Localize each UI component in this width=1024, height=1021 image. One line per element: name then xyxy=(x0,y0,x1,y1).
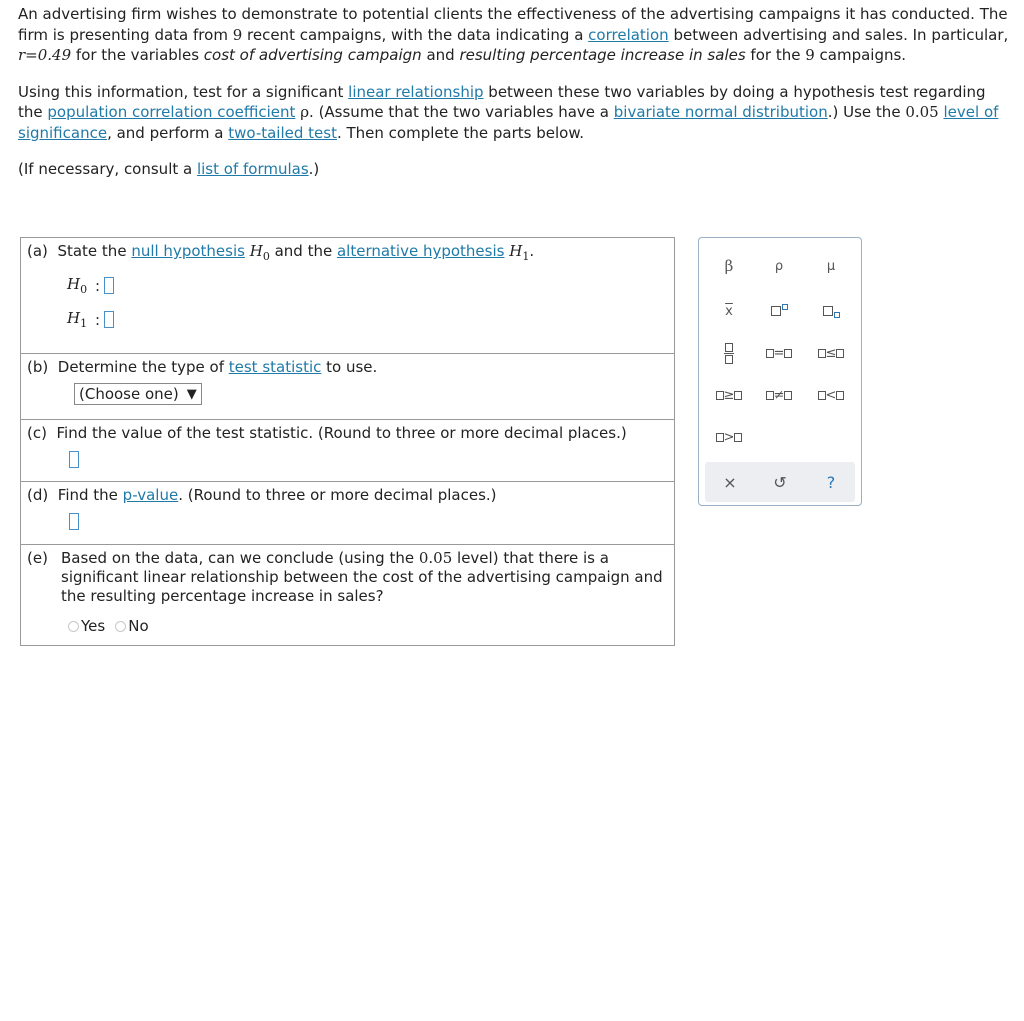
h1-label xyxy=(67,309,95,330)
intro-text: . Then complete the parts below. xyxy=(336,123,584,142)
greater-than-button[interactable] xyxy=(707,424,751,450)
part-c-prompt xyxy=(27,424,668,442)
greater-equal-button[interactable] xyxy=(707,382,751,408)
le-symbol: ≤ xyxy=(825,345,837,361)
link-list-of-formulas[interactable]: list of formulas xyxy=(196,160,309,178)
box-icon xyxy=(784,391,792,400)
intro-text: between advertising and sales. In particular, xyxy=(668,25,1009,44)
math-palette xyxy=(698,237,862,506)
select-value: (Choose one) xyxy=(79,385,179,403)
yes-no-radio-group xyxy=(68,617,668,635)
colon: : xyxy=(95,276,101,295)
intro-text: campaigns. xyxy=(814,46,907,64)
intro-text: and xyxy=(421,46,460,64)
sub-one: 1 xyxy=(522,250,530,263)
subscript-button[interactable] xyxy=(809,298,853,324)
prompt-text: State the xyxy=(57,242,132,260)
part-e xyxy=(21,545,674,645)
question-table xyxy=(20,237,675,646)
fraction-bar-icon xyxy=(724,353,734,354)
box-icon xyxy=(716,391,724,400)
h1-answer-input[interactable] xyxy=(104,311,114,328)
part-d-prompt xyxy=(27,486,668,504)
xbar-button[interactable] xyxy=(707,298,751,324)
less-equal-button[interactable] xyxy=(809,340,853,366)
prompt-text: Based on the data, can we conclude (using the xyxy=(61,549,419,567)
test-statistic-answer-row xyxy=(69,450,668,468)
prompt-text: level) that there is a significant linear relationship between the cost of the advertising campaign and the resulting percentage increase in sales? xyxy=(61,549,663,605)
equals-button[interactable] xyxy=(757,340,801,366)
sub-zero: 0 xyxy=(262,250,270,263)
box-icon xyxy=(734,391,742,400)
part-label: (d) xyxy=(27,486,49,504)
link-bivariate-normal[interactable]: bivariate normal distribution xyxy=(613,103,828,121)
period: . xyxy=(529,242,535,260)
link-alternative-hypothesis[interactable]: alternative hypothesis xyxy=(336,242,505,260)
palette-action-bar xyxy=(705,462,855,502)
intro-text: An advertising firm wishes to demonstrate to potential clients the effectiveness of the advertising campaigns it has conducted. The firm is presenting data from xyxy=(18,5,1008,44)
problem-intro xyxy=(18,4,1013,180)
radio-no-circle[interactable] xyxy=(115,621,126,632)
sub-zero: 0 xyxy=(80,283,88,296)
h0-row xyxy=(67,275,668,296)
ne-symbol: ≠ xyxy=(773,387,785,403)
prompt-text: Determine the type of xyxy=(57,358,229,376)
part-d xyxy=(21,482,674,545)
link-population-correlation-coefficient[interactable]: population correlation coefficient xyxy=(47,103,296,121)
box-icon xyxy=(784,349,792,358)
part-b xyxy=(21,354,674,420)
part-e-prompt xyxy=(27,549,668,606)
part-label: (a) xyxy=(27,242,48,260)
p-value-input[interactable] xyxy=(69,513,79,530)
denominator-box-icon xyxy=(725,355,733,364)
alpha-value: 0.05 xyxy=(905,103,939,121)
radio-no-label: No xyxy=(128,617,149,635)
variable-2: resulting percentage increase in sales xyxy=(459,46,746,64)
p-value-answer-row xyxy=(69,512,668,530)
intro-text: for the xyxy=(745,46,806,64)
intro-paragraph-1 xyxy=(18,4,1013,66)
gt-symbol: > xyxy=(723,429,735,445)
part-label: (e) xyxy=(27,549,48,567)
radio-yes-circle[interactable] xyxy=(68,621,79,632)
box-icon xyxy=(818,349,826,358)
subscript-box-icon xyxy=(834,312,840,318)
beta-button[interactable]: β xyxy=(724,257,734,275)
intro-text: , and perform a xyxy=(107,123,229,142)
prompt-text: Find the xyxy=(57,486,123,504)
sub-one: 1 xyxy=(80,317,88,330)
ge-symbol: ≥ xyxy=(723,387,735,403)
box-icon xyxy=(836,349,844,358)
rho-button[interactable]: ρ xyxy=(774,258,784,274)
link-correlation[interactable]: correlation xyxy=(588,25,669,44)
intro-text: .) xyxy=(308,160,320,178)
colon: : xyxy=(95,310,101,329)
equals-symbol: = xyxy=(773,345,785,361)
fraction-button[interactable] xyxy=(707,340,751,366)
intro-text: .) Use the xyxy=(827,103,906,121)
not-equal-button[interactable] xyxy=(757,382,801,408)
intro-text: for the variables xyxy=(71,46,204,64)
clear-icon[interactable]: × xyxy=(723,472,737,492)
intro-text: between these two variables by doing a hypothesis test regarding the xyxy=(18,82,986,121)
link-two-tailed-test[interactable]: two-tailed test xyxy=(228,123,337,142)
link-level-of-significance[interactable]: level of significance xyxy=(18,103,999,142)
box-icon xyxy=(766,349,774,358)
less-than-button[interactable] xyxy=(809,382,853,408)
link-null-hypothesis[interactable]: null hypothesis xyxy=(131,242,245,260)
base-box-icon xyxy=(823,306,833,316)
part-b-prompt xyxy=(27,358,668,376)
help-icon[interactable]: ? xyxy=(826,472,836,492)
h-letter: H xyxy=(509,242,523,260)
superscript-box-icon xyxy=(782,304,788,310)
superscript-button[interactable] xyxy=(757,298,801,324)
h0-label xyxy=(67,275,95,296)
xbar-symbol: $\overline{x}$ xyxy=(725,303,733,319)
dropdown-arrow-icon: ▼ xyxy=(186,386,197,402)
h1-symbol xyxy=(509,242,530,263)
rho-symbol: ρ xyxy=(300,103,310,121)
intro-text: . (Assume that the two variables have a xyxy=(309,103,614,121)
h-letter: H xyxy=(67,275,81,293)
mu-button[interactable]: μ xyxy=(826,258,836,274)
part-label: (b) xyxy=(27,358,49,376)
h0-symbol xyxy=(249,242,270,263)
part-c xyxy=(21,420,674,482)
campaign-count: 9 xyxy=(232,25,243,44)
test-statistic-select[interactable] xyxy=(74,383,202,405)
part-e-text xyxy=(61,549,668,606)
radio-yes-label: Yes xyxy=(81,617,106,635)
intro-text: recent campaigns, with the data indicating a xyxy=(242,25,589,44)
part-label: (c) xyxy=(27,424,47,442)
box-icon xyxy=(766,391,774,400)
alpha-value: 0.05 xyxy=(418,549,453,567)
box-icon xyxy=(818,391,826,400)
variable-1: cost of advertising campaign xyxy=(203,46,422,64)
prompt-text: to use. xyxy=(321,358,378,376)
intro-paragraph-3 xyxy=(18,159,1013,180)
link-p-value[interactable]: p-value xyxy=(122,486,179,504)
intro-text: Using this information, test for a significant xyxy=(18,82,349,101)
intro-paragraph-2 xyxy=(18,82,1013,144)
r-value: r=0.49 xyxy=(18,46,72,64)
campaign-count: 9 xyxy=(805,46,815,64)
test-statistic-input[interactable] xyxy=(69,451,79,468)
link-linear-relationship[interactable]: linear relationship xyxy=(348,82,484,101)
fraction-icon xyxy=(724,343,734,364)
box-icon xyxy=(716,433,724,442)
radio-yes[interactable] xyxy=(68,617,105,635)
h1-row xyxy=(67,309,668,330)
h-letter: H xyxy=(249,242,263,260)
h-letter: H xyxy=(67,309,81,327)
prompt-text: . (Round to three or more decimal places.) xyxy=(178,486,497,504)
part-a xyxy=(21,238,674,354)
intro-text: (If necessary, consult a xyxy=(18,160,197,178)
lt-symbol: < xyxy=(825,387,837,403)
prompt-text: and the xyxy=(269,242,337,260)
box-icon xyxy=(734,433,742,442)
part-a-prompt xyxy=(27,242,668,263)
box-icon xyxy=(836,391,844,400)
link-test-statistic[interactable]: test statistic xyxy=(228,358,322,376)
undo-icon[interactable]: ↺ xyxy=(773,472,787,492)
h0-answer-input[interactable] xyxy=(104,277,114,294)
radio-no[interactable] xyxy=(115,617,148,635)
numerator-box-icon xyxy=(725,343,733,352)
prompt-text: Find the value of the test statistic. (Round to three or more decimal places.) xyxy=(56,424,627,442)
base-box-icon xyxy=(771,306,781,316)
